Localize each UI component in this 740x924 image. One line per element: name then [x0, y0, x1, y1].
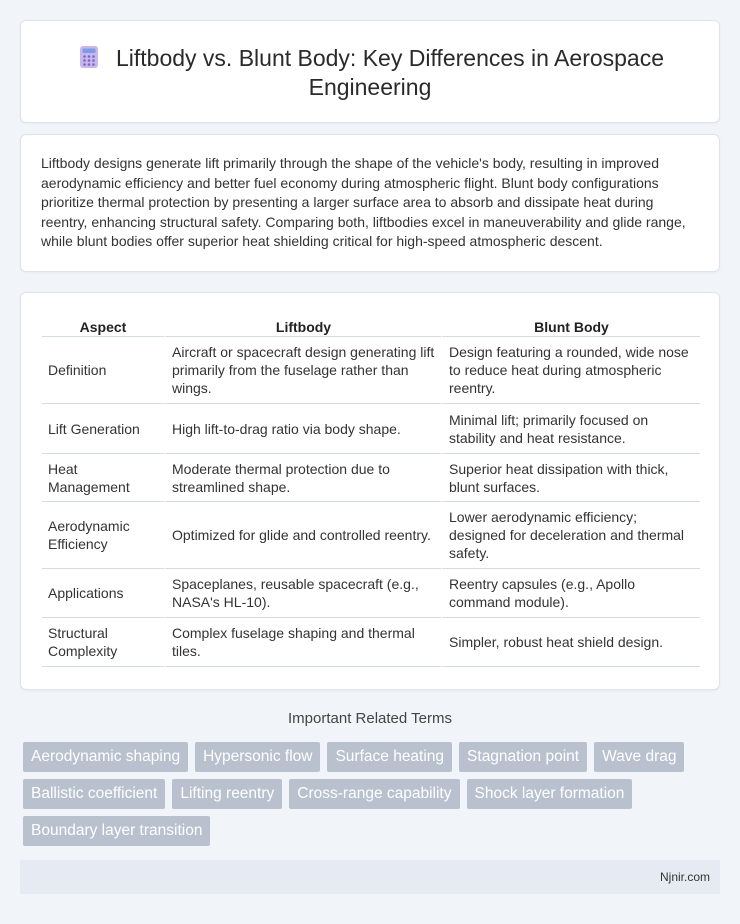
cell-blunt-body: Minimal lift; primarily focused on stability and heat resistance. [441, 404, 700, 454]
cell-blunt-body: Simpler, robust heat shield design. [441, 618, 700, 667]
header-blunt-body: Blunt Body [441, 315, 700, 337]
cell-liftbody: Complex fuselage shaping and thermal tiles. [164, 618, 441, 667]
table-row [42, 404, 700, 454]
cell-aspect: Structural Complexity [42, 618, 164, 667]
tag-lifting-reentry[interactable]: Lifting reentry [172, 779, 282, 809]
tag-row [23, 816, 723, 846]
footer [20, 860, 720, 894]
cell-blunt-body: Lower aerodynamic efficiency; designed for deceleration and thermal safety. [441, 502, 700, 569]
cell-blunt-body: Reentry capsules (e.g., Apollo command module). [441, 569, 700, 618]
table-row [42, 618, 700, 667]
tag-row [23, 742, 723, 772]
tag-wave-drag[interactable]: Wave drag [594, 742, 684, 772]
calculator-icon [76, 44, 102, 70]
cell-blunt-body: Superior heat dissipation with thick, blunt surfaces. [441, 454, 700, 502]
tag-hypersonic-flow[interactable]: Hypersonic flow [195, 742, 320, 772]
tag-shock-layer-formation[interactable]: Shock layer formation [467, 779, 633, 809]
tag-cross-range-capability[interactable]: Cross-range capability [289, 779, 459, 809]
tag-row [23, 779, 723, 809]
table-row [42, 569, 700, 618]
tag-surface-heating[interactable]: Surface heating [327, 742, 452, 772]
cell-aspect: Heat Management [42, 454, 164, 502]
cell-liftbody: Optimized for glide and controlled reentry. [164, 502, 441, 569]
comparison-table-card [20, 292, 720, 690]
page-title: Liftbody vs. Blunt Body: Key Differences in Aerospace Engineering [115, 45, 665, 100]
tag-stagnation-point[interactable]: Stagnation point [459, 742, 587, 772]
footer-site-link[interactable]: Njnir.com [659, 870, 710, 884]
cell-liftbody: Moderate thermal protection due to streamlined shape. [164, 454, 441, 502]
cell-aspect: Aerodynamic Efficiency [42, 502, 164, 569]
tag-boundary-layer-transition[interactable]: Boundary layer transition [23, 816, 210, 846]
related-terms-tags [23, 742, 723, 853]
comparison-table [42, 315, 700, 667]
header-liftbody: Liftbody [164, 315, 441, 337]
title-card [20, 20, 720, 123]
table-header-row [42, 315, 700, 337]
cell-aspect: Definition [42, 337, 164, 404]
cell-aspect: Applications [42, 569, 164, 618]
tag-aerodynamic-shaping[interactable]: Aerodynamic shaping [23, 742, 188, 772]
cell-liftbody: Aircraft or spacecraft design generating lift primarily from the fuselage rather than wings. [164, 337, 441, 404]
cell-liftbody: Spaceplanes, reusable spacecraft (e.g., NASA's HL-10). [164, 569, 441, 618]
intro-paragraph: Liftbody designs generate lift primarily through the shape of the vehicle's body, resulting in improved aerodynamic efficiency and better fuel economy during atmospheric flight. Blunt body configurations prioritize thermal protection by presenting a larger surface area to absorb and dissipate heat during reentry, enhancing structural safety. Comparing both, liftbodies excel in maneuverability and glide range, while blunt bodies offer superior heat shielding critical for high-speed atmospheric descent. [41, 155, 686, 250]
cell-liftbody: High lift-to-drag ratio via body shape. [164, 404, 441, 454]
table-row [42, 337, 700, 404]
table-row [42, 454, 700, 502]
related-terms-heading: Important Related Terms [288, 710, 452, 727]
table-row [42, 502, 700, 569]
cell-aspect: Lift Generation [42, 404, 164, 454]
header-aspect: Aspect [42, 315, 164, 337]
tag-ballistic-coefficient[interactable]: Ballistic coefficient [23, 779, 165, 809]
intro-card [20, 134, 720, 272]
cell-blunt-body: Design featuring a rounded, wide nose to reduce heat during atmospheric reentry. [441, 337, 700, 404]
